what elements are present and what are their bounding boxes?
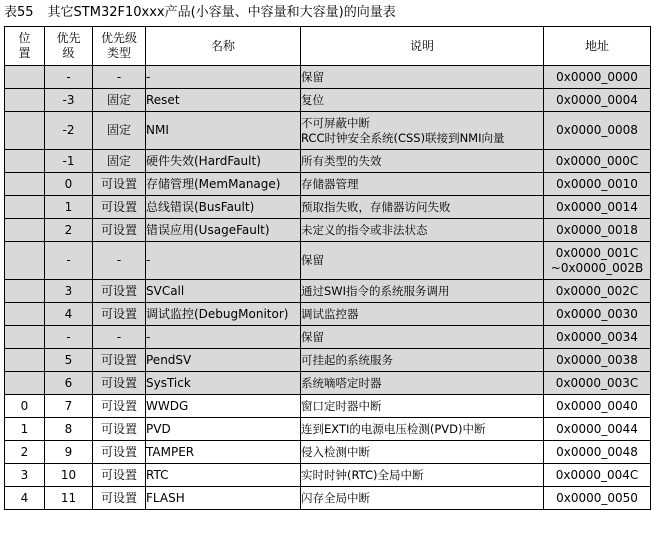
cell-address [544, 150, 651, 173]
cell-position: 0 [5, 395, 45, 418]
cell-priority: 10 [45, 464, 93, 487]
address-line: 0x0000_002C [555, 283, 639, 298]
cell-priority-type: 可设置 [93, 464, 146, 487]
cell-name: WWDG [146, 395, 301, 418]
cell-address [544, 280, 651, 303]
header-position: 位 置 [5, 27, 45, 66]
cell-priority: 7 [45, 395, 93, 418]
cell-description [301, 395, 544, 418]
description-line: 通过SWI指令的系统服务调用 [301, 283, 450, 298]
address-line: 0x0000_0008 [556, 123, 638, 137]
header-row [5, 27, 651, 66]
cell-position [5, 280, 45, 303]
cell-priority-type: 可设置 [93, 196, 146, 219]
cell-priority-type: 可设置 [93, 349, 146, 372]
cell-priority-type: 固定 [93, 89, 146, 112]
header-address: 地址 [544, 27, 651, 66]
table-row [5, 196, 651, 219]
cell-position [5, 150, 45, 173]
cell-position [5, 219, 45, 242]
description-line: 闪存全局中断 [301, 490, 370, 505]
header-priority-type: 优先级 类型 [93, 27, 146, 66]
address-line: 0x0000_0000 [556, 69, 638, 84]
cell-priority-type: - [93, 242, 146, 280]
cell-description [301, 372, 544, 395]
cell-description [301, 150, 544, 173]
table-row [5, 418, 651, 441]
description-line: 保留 [301, 329, 324, 344]
description-line: 存储器管理 [301, 176, 359, 191]
cell-priority: 3 [45, 280, 93, 303]
cell-name: - [146, 326, 301, 349]
address-line: 0x0000_000C [555, 153, 639, 168]
description-line: 不可屏蔽中断 [301, 115, 370, 130]
address-line: 0x0000_0014 [556, 199, 638, 214]
cell-address [544, 303, 651, 326]
cell-priority: - [45, 242, 93, 280]
cell-priority: 4 [45, 303, 93, 326]
cell-address [544, 349, 651, 372]
cell-name: - [146, 66, 301, 89]
cell-description [301, 349, 544, 372]
cell-priority: 6 [45, 372, 93, 395]
cell-description [301, 112, 544, 150]
cell-name: FLASH [146, 487, 301, 510]
header-priority: 优先 级 [45, 27, 93, 66]
cell-priority-type: 可设置 [93, 487, 146, 510]
cell-description [301, 487, 544, 510]
cell-priority-type: 可设置 [93, 303, 146, 326]
cell-description [301, 464, 544, 487]
description-line: 窗口定时器中断 [301, 398, 382, 413]
cell-description [301, 303, 544, 326]
table-row [5, 280, 651, 303]
description-line: 复位 [301, 92, 324, 107]
cell-priority: 1 [45, 196, 93, 219]
vector-table [4, 26, 651, 510]
cell-address [544, 464, 651, 487]
cell-priority: 11 [45, 487, 93, 510]
description-line: 调试监控器 [301, 306, 359, 321]
cell-priority-type: 可设置 [93, 219, 146, 242]
table-row [5, 242, 651, 280]
description-line: 连到EXTI的电源电压检测(PVD)中断 [301, 421, 486, 436]
cell-name: Reset [146, 89, 301, 112]
address-line: 0x0000_0010 [556, 176, 638, 191]
cell-priority: -3 [45, 89, 93, 112]
cell-priority: - [45, 66, 93, 89]
cell-priority-type: 可设置 [93, 173, 146, 196]
address-line: 0x0000_0034 [556, 329, 638, 344]
cell-priority-type: 固定 [93, 150, 146, 173]
cell-name: TAMPER [146, 441, 301, 464]
cell-description [301, 196, 544, 219]
cell-position [5, 173, 45, 196]
table-row [5, 89, 651, 112]
cell-description [301, 441, 544, 464]
cell-position [5, 196, 45, 219]
cell-description [301, 89, 544, 112]
cell-priority-type: - [93, 66, 146, 89]
cell-priority: -1 [45, 150, 93, 173]
address-line: 0x0000_0040 [556, 398, 638, 413]
cell-name: RTC [146, 464, 301, 487]
address-line: 0x0000_0050 [556, 490, 638, 505]
cell-address [544, 395, 651, 418]
cell-priority: 2 [45, 219, 93, 242]
cell-description [301, 66, 544, 89]
cell-name: - [146, 242, 301, 280]
cell-priority-type: 可设置 [93, 395, 146, 418]
header-description: 说明 [301, 27, 544, 66]
cell-position [5, 372, 45, 395]
table-row [5, 219, 651, 242]
table-row [5, 173, 651, 196]
cell-priority-type: 可设置 [93, 280, 146, 303]
cell-name: SysTick [146, 372, 301, 395]
address-line: 0x0000_0048 [556, 444, 638, 459]
cell-description [301, 280, 544, 303]
cell-address [544, 372, 651, 395]
table-row [5, 303, 651, 326]
address-line: 0x0000_004C [555, 467, 639, 482]
table-number: 表55 [4, 5, 34, 20]
address-line: 0x0000_0018 [556, 222, 638, 237]
cell-name: 调试监控(DebugMonitor) [146, 303, 301, 326]
table-row [5, 372, 651, 395]
cell-name: NMI [146, 112, 301, 150]
cell-description [301, 418, 544, 441]
cell-name: 硬件失效(HardFault) [146, 150, 301, 173]
address-line: 0x0000_001C [555, 245, 639, 260]
description-line: 未定义的指令或非法状态 [301, 222, 428, 237]
cell-address [544, 196, 651, 219]
cell-priority: -2 [45, 112, 93, 150]
description-line: 侵入检测中断 [301, 444, 370, 459]
cell-description [301, 173, 544, 196]
table-row [5, 441, 651, 464]
cell-priority: 9 [45, 441, 93, 464]
cell-address [544, 487, 651, 510]
cell-address [544, 219, 651, 242]
description-line: 预取指失败，存储器访问失败 [301, 199, 451, 214]
cell-address [544, 173, 651, 196]
description-line: 所有类型的失效 [301, 153, 382, 168]
cell-name: PendSV [146, 349, 301, 372]
cell-position [5, 326, 45, 349]
cell-address [544, 66, 651, 89]
cell-priority: 5 [45, 349, 93, 372]
description-line: RCC时钟安全系统(CSS)联接到NMI向量 [301, 130, 505, 145]
table-row [5, 326, 651, 349]
address-line: 0x0000_0030 [556, 306, 638, 321]
address-line: ~0x0000_002B [550, 260, 644, 275]
table-title: 其它STM32F10xxx产品(小容量、中容量和大容量)的向量表 [47, 5, 396, 20]
address-line: 0x0000_0044 [556, 421, 638, 436]
cell-description [301, 326, 544, 349]
header-name: 名称 [146, 27, 301, 66]
address-line: 0x0000_0038 [556, 352, 638, 367]
cell-position [5, 66, 45, 89]
description-line: 保留 [301, 253, 324, 267]
cell-position: 4 [5, 487, 45, 510]
cell-priority: - [45, 326, 93, 349]
table-row [5, 487, 651, 510]
table-body [5, 66, 651, 510]
description-line: 系统嘀嗒定时器 [301, 375, 382, 390]
table-row [5, 464, 651, 487]
table-row [5, 395, 651, 418]
description-line: 实时时钟(RTC)全局中断 [301, 467, 424, 482]
table-row [5, 66, 651, 89]
cell-address [544, 418, 651, 441]
cell-name: 总线错误(BusFault) [146, 196, 301, 219]
cell-priority-type: - [93, 326, 146, 349]
cell-priority-type: 可设置 [93, 372, 146, 395]
cell-position [5, 303, 45, 326]
table-row [5, 150, 651, 173]
cell-priority-type: 可设置 [93, 418, 146, 441]
address-line: 0x0000_0004 [556, 92, 638, 107]
cell-description [301, 242, 544, 280]
cell-address [544, 242, 651, 280]
table-row [5, 349, 651, 372]
cell-address [544, 326, 651, 349]
cell-address [544, 441, 651, 464]
address-line: 0x0000_003C [555, 375, 639, 390]
description-line: 可挂起的系统服务 [301, 352, 393, 367]
table-caption [4, 3, 396, 23]
cell-position: 2 [5, 441, 45, 464]
cell-position [5, 89, 45, 112]
cell-priority-type: 可设置 [93, 441, 146, 464]
cell-description [301, 219, 544, 242]
cell-position [5, 112, 45, 150]
cell-position [5, 349, 45, 372]
cell-name: PVD [146, 418, 301, 441]
cell-priority-type: 固定 [93, 112, 146, 150]
table-row [5, 112, 651, 150]
description-line: 保留 [301, 69, 324, 84]
cell-address [544, 112, 651, 150]
cell-name: 存储管理(MemManage) [146, 173, 301, 196]
cell-address [544, 89, 651, 112]
cell-position: 3 [5, 464, 45, 487]
cell-priority: 0 [45, 173, 93, 196]
cell-name: 错误应用(UsageFault) [146, 219, 301, 242]
cell-position: 1 [5, 418, 45, 441]
cell-position [5, 242, 45, 280]
cell-name: SVCall [146, 280, 301, 303]
cell-priority: 8 [45, 418, 93, 441]
